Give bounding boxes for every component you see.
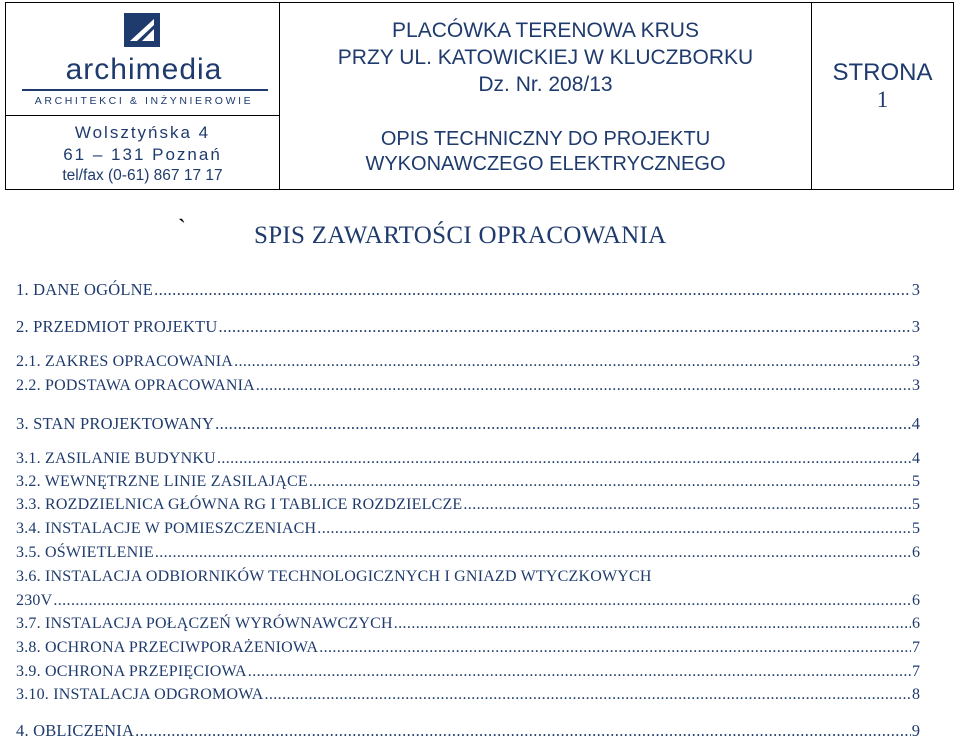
toc-entry-page: 7 (912, 639, 920, 656)
toc-entry-label: 3.8. OCHRONA PRZECIWPORAŻENIOWA (16, 639, 319, 656)
toc-leader (463, 496, 911, 514)
toc-leader (264, 686, 911, 704)
toc-entry-label: 2.2. PODSTAWA OPRACOWANIA (16, 377, 255, 394)
toc-entry[interactable] (16, 317, 920, 337)
toc-entry-page: 6 (912, 544, 920, 561)
toc-entry[interactable] (16, 544, 920, 562)
toc-leader (135, 721, 911, 741)
logo-rule (22, 89, 268, 91)
toc-entry[interactable] (16, 353, 920, 371)
company-logo (6, 3, 279, 115)
page-indicator (812, 3, 953, 189)
toc-entry-page: 3 (912, 353, 920, 370)
toc-entry-page: 6 (912, 592, 920, 609)
toc-entry-label: 3.6. INSTALACJA ODBIORNIKÓW TECHNOLOGICZNYCH I GNIAZD WTYCZKOWYCH (16, 568, 652, 585)
toc-entry[interactable] (16, 377, 920, 395)
toc-entry-label: 1. DANE OGÓLNE (16, 280, 154, 299)
logo-tagline: ARCHITEKCI & INŻYNIEROWIE (34, 95, 254, 107)
subtitle-line: OPIS TECHNICZNY DO PROJEKTU (380, 128, 711, 150)
toc-entry[interactable] (16, 568, 920, 586)
page-number: 1 (876, 87, 889, 112)
toc-leader (218, 317, 910, 337)
toc-entry[interactable] (16, 520, 920, 538)
toc-entry[interactable] (16, 615, 920, 633)
toc-leader (217, 450, 911, 468)
toc-entry[interactable] (16, 686, 920, 704)
toc-leader (155, 544, 911, 562)
address-city: 61 – 131 Poznań (63, 145, 222, 164)
toc-entry-page: 6 (912, 615, 920, 632)
toc-entry-page: 4 (911, 414, 920, 433)
address-phone: tel/fax (0-61) 867 17 17 (62, 167, 223, 184)
toc-entry-label: 2.1. ZAKRES OPRACOWANIA (16, 353, 234, 370)
project-number: Dz. Nr. 208/13 (478, 73, 613, 96)
contents-title: SPIS ZAWARTOŚCI OPRACOWANIA (254, 222, 667, 249)
toc-entry-page: 9 (911, 721, 920, 740)
project-title-line: PRZY UL. KATOWICKIEJ W KLUCZBORKU (337, 46, 754, 69)
toc-leader (256, 377, 911, 395)
archimedia-logo-icon (124, 13, 160, 47)
toc-entry-label: 3. STAN PROJEKTOWANY (16, 414, 215, 433)
toc-entry[interactable] (16, 280, 920, 300)
project-title (280, 3, 811, 115)
toc-entry[interactable] (16, 639, 920, 657)
toc-entry-page: 8 (912, 686, 920, 703)
project-title-line: PLACÓWKA TERENOWA KRUS (392, 19, 699, 42)
stray-backtick: ` (178, 216, 186, 242)
toc-entry-page: 3 (911, 317, 920, 336)
toc-leader (234, 353, 911, 371)
document-subtitle (280, 115, 811, 190)
toc-entry-page: 4 (912, 450, 920, 467)
document-header (5, 2, 954, 190)
toc-leader (319, 639, 911, 657)
logo-wordmark: archimedia (65, 53, 223, 86)
toc-entry-page: 3 (911, 280, 920, 299)
toc-entry-page: 5 (912, 496, 920, 513)
toc-leader (215, 414, 911, 434)
toc-entry-page: 3 (912, 377, 920, 394)
toc-leader (394, 615, 911, 633)
toc-leader (53, 592, 911, 610)
toc-entry-label: 3.10. INSTALACJA ODGROMOWA (16, 686, 264, 703)
toc-entry-label: 2. PRZEDMIOT PROJEKTU (16, 317, 218, 336)
toc-entry-label: 3.4. INSTALACJE W POMIESZCZENIACH (16, 520, 317, 537)
toc-leader (309, 473, 911, 491)
toc-entry[interactable] (16, 592, 920, 610)
toc-entry-label: 230V (16, 592, 53, 609)
address-street: Wolsztyńska 4 (74, 123, 211, 142)
toc-entry-label: 3.3. ROZDZIELNICA GŁÓWNA RG I TABLICE ROZDZIELCZE (16, 496, 463, 513)
toc-entry-label: 3.5. OŚWIETLENIE (16, 544, 154, 561)
page-label: STRONA (832, 59, 933, 86)
toc-leader (317, 520, 911, 538)
toc-entry-label: 3.7. INSTALACJA POŁĄCZEŃ WYRÓWNAWCZYCH (16, 615, 393, 632)
toc-entry-label: 3.9. OCHRONA PRZEPIĘCIOWA (16, 663, 247, 680)
toc-entry[interactable] (16, 473, 920, 491)
toc-leader (248, 663, 911, 681)
toc-entry[interactable] (16, 450, 920, 468)
company-address (6, 115, 279, 190)
toc-entry-label: 4. OBLICZENIA (16, 721, 135, 740)
toc-entry[interactable] (16, 496, 920, 514)
toc-entry-page: 7 (912, 663, 920, 680)
toc-entry-label: 3.2. WEWNĘTRZNE LINIE ZASILAJĄCE (16, 473, 308, 490)
toc-leader (154, 280, 911, 300)
toc-entry[interactable] (16, 414, 920, 434)
toc-entry[interactable] (16, 663, 920, 681)
subtitle-line: WYKONAWCZEGO ELEKTRYCZNEGO (365, 153, 726, 175)
toc-entry[interactable] (16, 721, 920, 741)
toc-entry-page: 5 (912, 520, 920, 537)
toc-entry-page: 5 (912, 473, 920, 490)
toc-entry-label: 3.1. ZASILANIE BUDYNKU (16, 450, 216, 467)
